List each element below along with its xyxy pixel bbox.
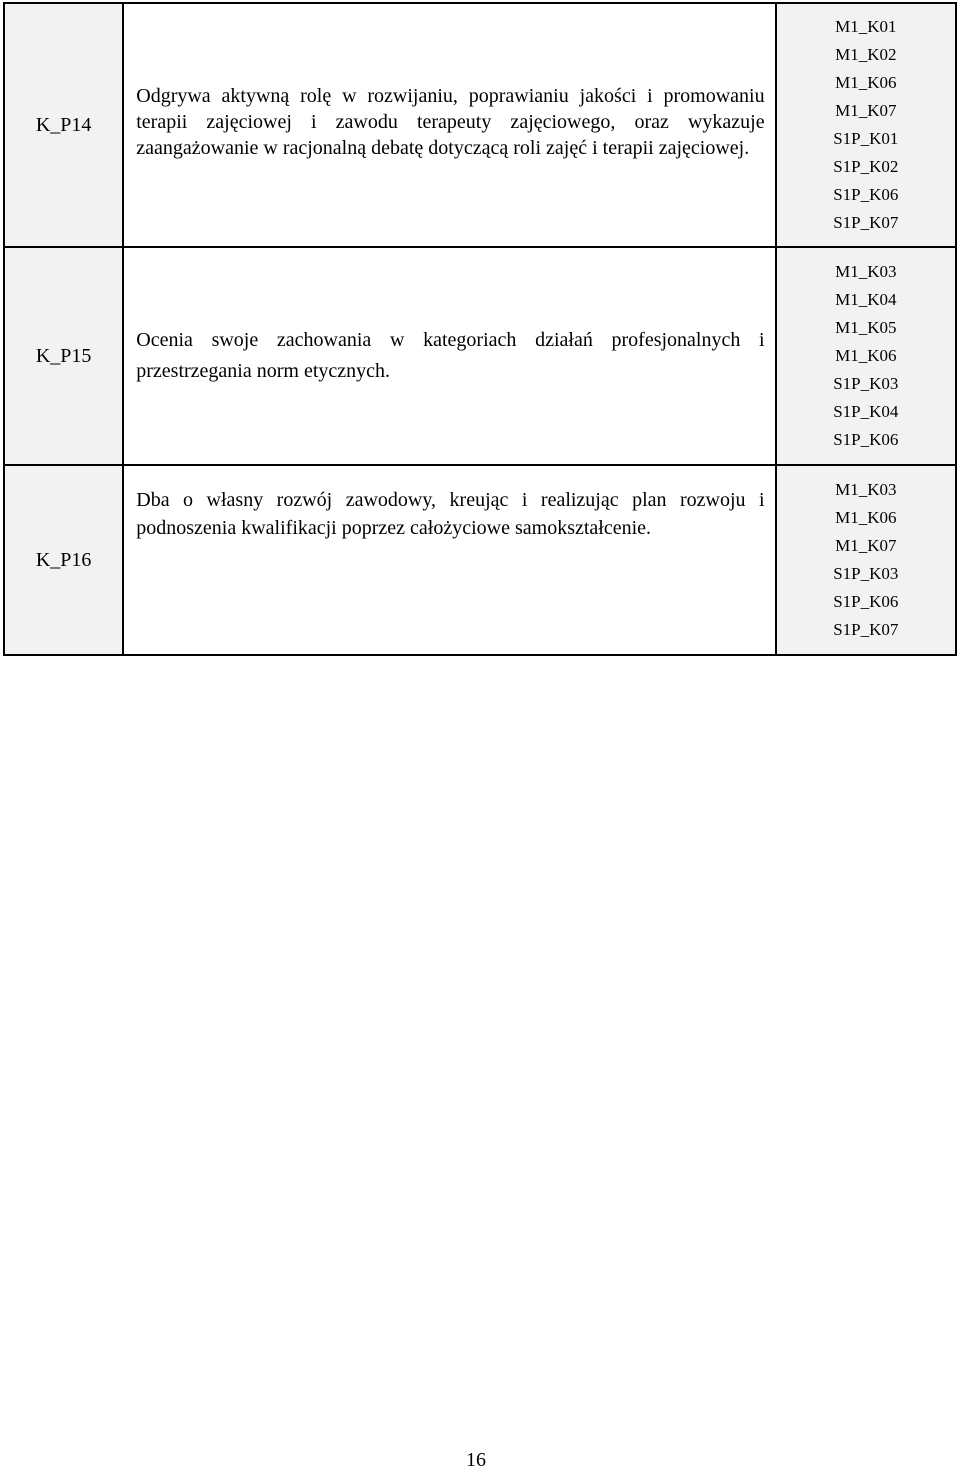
page-number: 16 xyxy=(466,1449,486,1471)
reference-code: S1P_K02 xyxy=(833,157,899,176)
outcome-code: K_P16 xyxy=(4,465,123,655)
outcome-references xyxy=(776,3,956,247)
reference-code: M1_K06 xyxy=(835,73,897,92)
outcome-description: Ocenia swoje zachowania w kategoriach działań profesjonalnych i przestrzegania norm etycznych. xyxy=(136,329,765,382)
reference-code: M1_K07 xyxy=(835,536,897,555)
reference-code: S1P_K06 xyxy=(833,592,899,611)
outcome-code: K_P15 xyxy=(4,247,123,465)
reference-code: M1_K03 xyxy=(835,480,897,499)
reference-code: M1_K01 xyxy=(835,17,897,36)
outcome-references xyxy=(776,247,956,465)
outcome-references xyxy=(776,465,956,655)
table-row xyxy=(4,247,956,465)
outcome-description-cell xyxy=(123,3,775,247)
table-row xyxy=(4,465,956,655)
reference-code: S1P_K06 xyxy=(833,430,899,449)
reference-code: S1P_K03 xyxy=(833,564,899,583)
reference-code: M1_K03 xyxy=(835,262,897,281)
reference-code: S1P_K03 xyxy=(833,374,899,393)
table-row xyxy=(4,3,956,247)
reference-code: S1P_K07 xyxy=(833,213,899,232)
outcome-description: Odgrywa aktywną rolę w rozwijaniu, poprawianiu jakości i promowaniu terapii zajęciowej i zawodu terapeuty zajęciowego, oraz wykazuje zaangażowanie w racjonalną debatę dotyczącą roli zajęć i terapii zajęciowej. xyxy=(136,85,765,159)
reference-code: M1_K05 xyxy=(835,318,897,337)
reference-code: M1_K06 xyxy=(835,346,897,365)
reference-code: M1_K07 xyxy=(835,101,897,120)
learning-outcomes-table xyxy=(3,2,957,656)
reference-code: S1P_K06 xyxy=(833,185,899,204)
outcome-description-cell xyxy=(123,465,775,655)
reference-code: M1_K06 xyxy=(835,508,897,527)
reference-code: M1_K02 xyxy=(835,45,897,64)
reference-code: S1P_K04 xyxy=(833,402,899,421)
outcome-description-cell xyxy=(123,247,775,465)
reference-code: M1_K04 xyxy=(835,290,897,309)
outcome-description: Dba o własny rozwój zawodowy, kreując i realizując plan rozwoju i podnoszenia kwalifikacji poprzez całożyciowe samokształcenie. xyxy=(136,489,765,539)
outcome-code: K_P14 xyxy=(4,3,123,247)
reference-code: S1P_K07 xyxy=(833,620,899,639)
reference-code: S1P_K01 xyxy=(833,129,899,148)
